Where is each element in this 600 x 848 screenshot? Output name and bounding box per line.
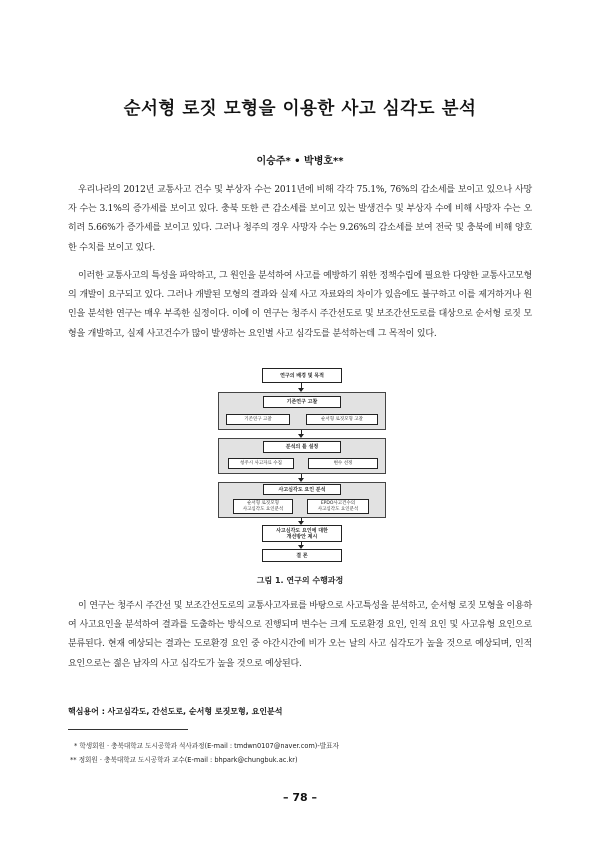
footnote-2: ** 정회원 · 충북대학교 도시공학과 교수(E-mail : bhpark@chungbuk.ac.kr) — [70, 756, 298, 764]
flow-box-conclusion: 결 론 — [262, 549, 342, 562]
authors: 이승주* • 박병호** — [256, 156, 344, 167]
flow-box-prior-research: 기존연구 고찰 — [226, 414, 290, 425]
body-paragraph-2: 이러한 교통사고의 특성을 파악하고, 그 원인을 분석하여 사고를 예방하기 위한 정책수립에 필요한 다양한 교통사고모형의 개발이 요구되고 있다. 그러나 개발된 모형의 결과와 실제 사고 자료와의 차이가 있음에도 불구하고 이를 제거하거나 원인을 분석한 연구는 매우 부족한 실정이다. 이에 이 연구는 청주시 주간선도로 및 보조간선도로를 대상으로 순서형 로짓 모형을 개발하고, 실제 사고건수가 많이 발생하는 요인별 사고 심각도를 분석하는데 그 목적이 있다. — [68, 271, 532, 339]
flow-box-epdo-analysis: EPDO사고건수의 사고심각도 요인분석 — [307, 499, 369, 514]
flow-group-literature-title: 기존연구 고찰 — [263, 396, 341, 408]
flow-box-improvement: 사고심각도 요인에 대한 개선방안 제시 — [262, 525, 342, 542]
flow-box-ordered-logit-analysis: 순서형 로짓모형 사고심각도 요인분석 — [233, 499, 293, 514]
flow-box-data-collection: 청주시 사고자료 수집 — [228, 458, 294, 469]
flow-group-framework-title: 분석의 틀 설정 — [263, 441, 341, 453]
footnote-divider — [68, 729, 188, 730]
footnote-1: * 학생회원 · 충북대학교 도시공학과 석사과정(E-mail : tmdwn0107@naver.com)-발표자 — [74, 742, 339, 750]
flow-box-background: 연구의 배경 및 목적 — [262, 368, 342, 383]
figure-caption: 그림 1. 연구의 수행과정 — [256, 576, 344, 585]
flow-group-analysis-title: 사고심각도 요인 분석 — [263, 484, 341, 495]
page-number: – 78 – — [283, 791, 317, 804]
body-paragraph-3: 이 연구는 청주시 주간선 및 보조간선도로의 교통사고자료를 바탕으로 사고특성을 분석하고, 순서형 로짓 모형을 이용하여 사고요인을 분석하여 결과를 도출하는 방식으로 진행되며 변수는 크게 도로환경 요인, 인적 요인 및 사고유형 요인으로 분류된다. 현재 예상되는 결과는 도로환경 요인 중 야간시간에 비가 오는 날의 사고 심각도가 높을 것으로 예상되며, 인적요인으로는 젊은 남자의 사고 심각도가 높을 것으로 예상된다. — [68, 601, 532, 669]
flow-box-variable-selection: 변수 선정 — [308, 458, 378, 469]
keywords: 핵심용어 : 사고심각도, 간선도로, 순서형 로짓모형, 요인분석 — [68, 707, 283, 716]
paper-title: 순서형 로짓 모형을 이용한 사고 심각도 분석 — [123, 99, 477, 119]
body-paragraph-1: 우리나라의 2012년 교통사고 건수 및 부상자 수는 2011년에 비해 각각 75.1%, 76%의 감소세를 보이고 있으나 사망자 수는 3.1%의 증가세를 보이고 있다. 충북 또한 큰 감소세를 보이고 있는 발생건수 및 부상자 수에 비해 사망자 수는 오히려 5.66%가 증가세를 보이고 있다. 그러나 청주의 경우 사망자 수는 9.26%의 감소세를 보여 전국 및 충북에 비해 양호한 수치를 보이고 있다. — [68, 185, 532, 253]
flow-box-ordered-logit-review: 순서형 로짓모형 고찰 — [306, 414, 378, 425]
